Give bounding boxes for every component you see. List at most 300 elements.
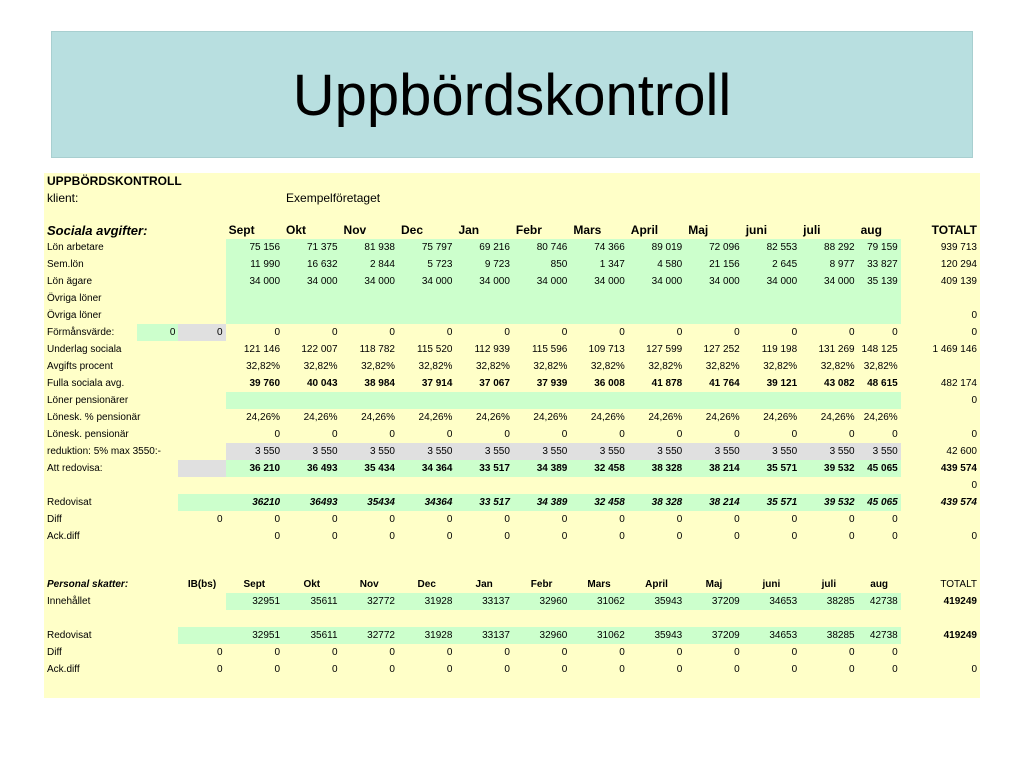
month-value: 0 [734,647,740,658]
social-fees-row [44,477,980,494]
total-header: TOTALT [931,223,977,237]
month-value [628,307,685,324]
month-value: 127 252 [703,344,740,355]
cell [137,392,178,409]
total-value: 0 [971,429,977,440]
month-value: 33137 [455,593,512,610]
row-label: Innehållet [47,596,91,607]
month-value: 35 434 [341,460,398,477]
month-value: 36 493 [283,460,341,477]
month-value: 32,82% [763,361,798,372]
month-value [570,307,627,324]
month-value: 34 000 [226,273,283,290]
month-value: 850 [513,256,570,273]
month-value [226,290,283,307]
month-value [800,392,857,409]
month-value: 34 000 [283,273,341,290]
month-value: 38 984 [364,378,395,389]
total-value: 0 [971,480,977,491]
month-value: 4 580 [628,256,685,273]
month-value: 32,82% [820,361,855,372]
month-value: 34 000 [570,273,627,290]
month-header: Sept [228,223,255,237]
month-value [685,392,742,409]
social-fees-row [44,443,980,460]
month-value: 35943 [628,593,685,610]
month-value: 0 [676,664,683,675]
client-label: klient: [47,191,79,205]
month-value: 3 550 [341,443,398,460]
row-label: Diff [47,647,62,658]
row-label: reduktion: 5% max 3550:- [47,446,161,457]
total-value [901,290,980,307]
social-fees-row [44,460,980,477]
row-label: Avgifts procent [47,361,113,372]
spacer-row [44,207,980,222]
month-value [283,477,341,494]
month-value: 24,26% [533,412,568,423]
month-value: 24,26% [763,412,798,423]
month-value: 24,26% [418,412,453,423]
row-label: Redovisat [47,630,92,641]
month-value: 121 146 [243,344,281,355]
month-value: 39 121 [766,378,798,389]
spreadsheet-body [44,173,980,678]
month-value: 115 596 [531,344,568,355]
month-value: 45 065 [858,494,901,511]
total-value: 409 139 [940,276,977,287]
month-header: Sept [243,579,266,590]
month-value: 21 156 [685,256,742,273]
month-value: 41 878 [651,378,683,389]
month-value: 0 [619,531,625,542]
month-value: 32960 [513,627,570,644]
month-value: 3 550 [226,443,283,460]
social-fees-header [44,222,980,239]
month-value: 0 [734,514,740,525]
month-value: 0 [791,664,798,675]
month-value [513,392,570,409]
cell: 0 [178,324,225,341]
cell [178,307,225,324]
month-value: 0 [892,429,898,440]
social-fees-row [44,511,980,528]
month-value: 0 [619,327,625,338]
sheet-heading-row [44,173,980,190]
month-value: 131 269 [818,344,855,355]
month-value: 24,26% [303,412,338,423]
month-header: juli [803,223,821,237]
month-header: juni [762,579,781,590]
total-value: 0 [971,395,977,406]
month-value [858,477,901,494]
month-value [628,477,685,494]
row-label: Ack.diff [47,531,80,542]
client-row [44,190,980,207]
month-value [570,392,627,409]
month-value: 118 782 [359,344,395,355]
social-fees-label: Sociala avgifter: [47,223,148,238]
month-value: 0 [504,327,510,338]
month-value: 0 [791,531,798,542]
row-label: Att redovisa: [47,463,103,474]
month-value: 35 571 [743,494,800,511]
month-value [628,392,685,409]
month-value: 109 713 [588,344,625,355]
month-header: Nov [359,579,379,590]
month-value: 42738 [858,593,901,610]
month-value: 24,26% [863,412,898,423]
month-value: 115 520 [417,344,453,355]
month-value: 148 125 [861,344,898,355]
month-value: 35 139 [858,273,901,290]
month-value: 88 292 [800,239,857,256]
month-header: Dec [400,223,423,237]
total-value: 1 469 146 [932,344,977,355]
month-value: 34 000 [800,273,857,290]
slide-title: Uppbördskontroll [292,63,732,128]
month-value: 32951 [226,593,283,610]
month-header: Maj [705,579,723,590]
row-label: Underlag sociala [47,344,122,355]
month-value: 0 [619,514,625,525]
month-value: 0 [734,664,740,675]
month-value: 24,26% [246,412,281,423]
month-value: 37209 [685,593,742,610]
month-value: 35 571 [743,460,800,477]
spacer-row [44,610,980,627]
personal-tax-row [44,644,980,661]
social-fees-row [44,307,980,324]
month-value [858,307,901,324]
spreadsheet-table [44,173,980,678]
total-value: 120 294 [940,259,977,270]
social-fees-row [44,256,980,273]
month-value: 32 458 [570,460,627,477]
month-value: 35611 [283,627,341,644]
cell [137,239,178,256]
month-value: 75 156 [226,239,283,256]
month-value: 32960 [513,593,570,610]
month-value [743,477,800,494]
month-value: 36210 [226,494,283,511]
cell [137,341,178,358]
personal-tax-row [44,661,980,678]
month-value: 35434 [341,494,398,511]
social-fees-row [44,239,980,256]
month-header: Dec [417,579,436,590]
month-value: 0 [389,514,395,525]
month-value: 41 764 [709,378,740,389]
month-value: 0 [791,429,798,440]
month-value: 89 019 [628,239,685,256]
month-value: 0 [389,664,395,675]
month-value: 0 [849,531,855,542]
month-value: 48 615 [867,378,898,389]
row-label: Förmånsvärde: [47,327,115,338]
month-value: 0 [619,429,625,440]
month-value: 35611 [283,593,341,610]
row-label: Övriga löner [47,293,102,304]
total-value [901,644,980,661]
row-label: Redovisat [47,497,92,508]
month-value: 34 000 [398,273,455,290]
cell [178,358,225,375]
month-value: 0 [389,327,395,338]
cell [178,290,225,307]
personal-tax-header [44,576,980,593]
social-fees-row [44,409,980,426]
month-value: 3 550 [283,443,341,460]
month-value: 38 214 [685,460,742,477]
month-header: Febr [530,579,553,590]
month-value: 9 723 [455,256,512,273]
month-header: Jan [458,223,480,237]
month-value: 45 065 [858,460,901,477]
cell [137,426,178,443]
spacer [44,545,980,576]
month-value: 39 532 [800,494,857,511]
month-value: 72 096 [685,239,742,256]
month-value [226,307,283,324]
month-value: 24,26% [475,412,510,423]
cell [178,460,225,477]
row-label [44,477,137,494]
month-value: 3 550 [513,443,570,460]
month-value [513,307,570,324]
month-value: 0 [849,327,855,338]
month-value: 0 [849,514,855,525]
month-value [513,477,570,494]
cell [137,273,178,290]
month-value: 32,82% [361,361,395,372]
month-value [743,290,800,307]
month-header: juli [821,579,837,590]
social-fees-row [44,341,980,358]
month-value [341,307,398,324]
cell [178,528,225,545]
cell [178,443,225,460]
personal-tax-label: Personal skatter: [47,579,129,590]
month-value: 0 [791,647,798,658]
month-value [685,477,742,494]
month-value: 2 645 [743,256,800,273]
month-value [455,290,512,307]
cell [178,341,225,358]
month-value: 32,82% [533,361,568,372]
month-value: 71 375 [283,239,341,256]
month-value: 0 [504,429,510,440]
month-value: 0 [619,647,625,658]
month-value: 0 [561,327,568,338]
month-header: April [645,579,668,590]
month-value: 32,82% [303,361,338,372]
month-header: Jan [475,579,493,590]
social-fees-row [44,273,980,290]
total-value [901,511,980,528]
month-value: 43 082 [824,378,855,389]
cell [178,426,225,443]
cell [178,375,225,392]
month-value: 82 553 [743,239,800,256]
month-value: 38 214 [685,494,742,511]
slide-title-box [51,31,973,158]
month-value: 34 389 [513,494,570,511]
month-value: 37209 [685,627,742,644]
total-value: 42 600 [946,446,977,457]
month-value: 0 [274,647,281,658]
month-value: 79 159 [858,239,901,256]
month-value: 31928 [398,627,455,644]
month-value [858,290,901,307]
month-value [800,477,857,494]
personal-tax-row [44,593,980,610]
cell [178,409,225,426]
month-value: 34364 [398,494,455,511]
month-value: 0 [389,531,395,542]
month-value: 0 [274,514,281,525]
month-header: aug [860,223,882,237]
row-label: Sem.lön [47,259,84,270]
month-value: 0 [274,327,281,338]
cell [178,494,225,511]
month-value: 0 [446,531,453,542]
month-value: 0 [446,514,453,525]
cell [178,392,225,409]
row-label: Ack.diff [47,664,80,675]
month-value: 3 550 [800,443,857,460]
month-value [513,290,570,307]
month-value: 35943 [628,627,685,644]
month-value: 38285 [800,627,857,644]
total-value: 0 [971,664,977,675]
total-value [901,409,980,426]
cell [137,477,178,494]
spacer-row [44,545,980,576]
month-value [341,290,398,307]
month-value: 81 938 [341,239,398,256]
month-value: 38 328 [628,494,685,511]
month-value: 3 550 [743,443,800,460]
month-value: 38285 [800,593,857,610]
cell [178,593,225,610]
cell [137,375,178,392]
month-value: 36 008 [594,378,625,389]
month-value: 31928 [398,593,455,610]
row-label: Lönesk. % pensionär [47,412,141,423]
month-value [858,392,901,409]
month-value: 32,82% [590,361,625,372]
month-value: 0 [791,514,798,525]
month-value: 32,82% [418,361,453,372]
month-value: 32 458 [570,494,627,511]
month-value [685,290,742,307]
month-value [283,290,341,307]
month-header: juni [745,223,768,237]
total-value: 482 174 [940,378,977,389]
month-value [743,392,800,409]
month-value: 1 347 [570,256,627,273]
total-header: TOTALT [940,579,977,590]
month-value: 0 [892,514,898,525]
month-value: 0 [561,647,568,658]
sheet-heading: UPPBÖRDSKONTROLL [47,174,182,188]
month-value: 33137 [455,627,512,644]
month-value: 0 [331,647,338,658]
ib-header: IB(bs) [187,579,217,590]
month-value: 0 [849,664,855,675]
month-value: 24,26% [590,412,625,423]
month-value [341,477,398,494]
month-value: 75 797 [398,239,455,256]
month-value: 0 [331,664,338,675]
row-label: Fulla sociala avg. [47,378,125,389]
cell: 0 [137,324,178,341]
total-value: 0 [971,327,977,338]
month-value: 34 000 [455,273,512,290]
month-value: 39 532 [800,460,857,477]
month-value: 0 [504,514,510,525]
total-value: 419249 [943,630,977,641]
month-value: 24,26% [648,412,683,423]
month-value [226,392,283,409]
month-value: 0 [446,647,453,658]
month-value: 0 [892,327,898,338]
month-value: 34 000 [743,273,800,290]
cell [137,256,178,273]
month-value: 3 550 [398,443,455,460]
month-value: 33 827 [858,256,901,273]
row-label: Övriga löner [47,310,102,321]
month-value: 3 550 [570,443,627,460]
cell [137,358,178,375]
month-value: 0 [734,531,740,542]
month-value: 5 723 [398,256,455,273]
month-value: 32,82% [863,361,898,372]
total-value: 939 713 [940,242,977,253]
cell [137,460,178,477]
month-value: 0 [504,647,510,658]
total-value: 439 574 [940,463,977,474]
row-label: Diff [47,514,62,525]
month-value: 0 [331,514,338,525]
month-header: Mars [573,223,602,237]
month-value [800,307,857,324]
month-value: 0 [389,647,395,658]
social-fees-row [44,324,980,341]
month-value: 0 [676,327,683,338]
month-value: 119 198 [761,344,798,355]
month-value [341,392,398,409]
month-value: 0 [676,429,683,440]
month-value [800,290,857,307]
total-value: 439 574 [940,497,977,508]
month-value: 122 007 [301,344,338,355]
client-value: Exempelföretaget [286,191,381,205]
cell: 0 [217,514,223,525]
month-value [570,290,627,307]
month-value: 0 [274,664,281,675]
month-value: 0 [676,531,683,542]
month-value: 24,26% [705,412,740,423]
month-value: 0 [561,664,568,675]
month-value: 3 550 [628,443,685,460]
spacer [44,610,980,627]
month-value: 3 550 [455,443,512,460]
total-value: 0 [971,310,977,321]
month-value: 31062 [570,593,627,610]
row-label: Lönesk. pensionär [47,429,129,440]
